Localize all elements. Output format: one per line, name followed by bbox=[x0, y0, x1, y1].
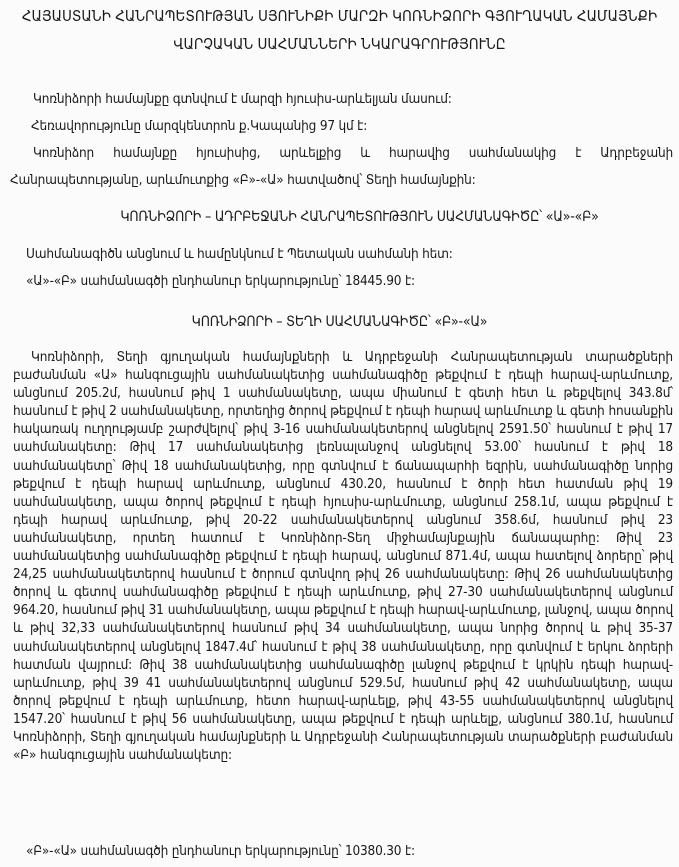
section2-paragraph bbox=[13, 348, 673, 764]
intro-borders-line2: Հանրապետությանը, արևմուտքից «Բ»-«Ա» հատվածով՝ Տեղի համայնքին: bbox=[10, 172, 476, 188]
section1-line2: «Ա»-«Բ» սահմանագծի ընդհանուր երկարությունը՝ 18445.90 է: bbox=[26, 273, 415, 289]
section2-heading: ԿՈՌՆԻՁՈՐԻ – ՏԵՂԻ ՍԱՀՄԱՆԱԳԻԾԸ՝ «Բ»-«Ա» bbox=[191, 314, 488, 330]
intro-distance: Հեռավորությունը մարզկենտրոն ք.Կապանից 97 կմ է: bbox=[31, 118, 368, 134]
section1-line1: Սահմանագիծն անցնում և համընկնում է Պետական սահմանի հետ: bbox=[26, 246, 453, 262]
document-title-line1: ՀԱՅԱՍՏԱՆԻ ՀԱՆՐԱՊԵՏՈՒԹՅԱՆ ՍՅՈՒՆԻՔԻ ՄԱՐԶԻ ԿՈՌՆԻՁՈՐԻ ԳՅՈՒՂԱԿԱՆ ՀԱՄԱՅՆՔԻ bbox=[21, 7, 658, 25]
section1-heading: ԿՈՌՆԻՁՈՐԻ – ԱԴՐԲԵՋԱՆԻ ՀԱՆՐԱՊԵՏՈՒԹՅՈՒՆ ՍԱՀՄԱՆԱԳԻԾԸ՝ «Ա»-«Բ» bbox=[120, 209, 599, 225]
section2-paragraph-text: Կոռնիձորի, Տեղի գյուղական համայնքների և Ադրբեջանի Հանրապետության տարածքների բաժանման «Ա» հանգուցային սահմանակետից սահմանագիծը թեքվում է դեպի հարավ-արևմուտք, անցնում 205.2մ, հասնում թիվ 1 սահմանակետը, ապա միանում է գետի հետ և թեքվելով 343.8մ՝ հասնում է թիվ 2 սահմանակետը, որտեղից ծորով թեքվում է դեպի հարավ արևմուտք և գետի հոսանքին հակառակ ուղղությամբ շարժվելով՝ թիվ 3-16 սահմանակետերով անցնելով 2591.50՝ հասնում է թիվ 17 սահմանակետը: Թիվ 17 սահմանակետից լեռնալանջով անցնելով 53.00՝ հասնում է թիվ 18 սահմանակետը՝ Թիվ 18 սահմանակետից, որը գտնվում է ճանապարհի եզրին, սահմանագիծը նորից թեքվում է դեպի հարավ արևմուտք, անցնում 430.20, հասնում է ծորի հետ հատման թիվ 19 սահմանակետը, ապա ծորով թեքվում է դեպի հյուսիս-արևմուտք, անցնում 258.1մ, ապա թեքվում է դեպի հարավ արևմուտք, թիվ 20-22 սահմանակետերով անցնում 358.6մ, հասնում թիվ 23 սահմանակետը, որտեղ հատում է Կոռնիձոր-Տեղ միջհամայնքային ճանապարհը: Թիվ 23 սահմանակետից սահմանագիծը թեքվում է դեպի հարավ, անցնում 871.4մ, ապա հատելով ձորերը՝ թիվ 24,25 սահմանակետերով հասնում է ծորում գտնվող թիվ 26 սահմանակետը: Թիվ 26 սահմանակետից ծորով և գետով սահմանագիծը թեքվում է դեպի արևմուտք, թիվ 27-30 սահմանակետերով անցնում 964.20, հասնում թիվ 31 սահմանակետը, ապա թեքվում է դեպի հարավ-արևմուտք, լանջով, ապա ծորով և թիվ 32,33 սահմանակետերով հասնում թիվ 34 սահմանակետը, ապա նորից ծորով և թիվ 35-37 սահմանակետերով անցնելով 1847.4մ՝ հասնում է թիվ 38 սահմանակետը, որը գտնվում է երկու ձորերի հատման վայրում: Թիվ 38 սահմանակետից սահմանագիծը լանջով թեքվում է կրկին դեպի հարավ-արևմուտք, թիվ 39 41 սահմանակետերով անցնում 529.5մ, հասնում թիվ 42 սահմանակետը, ապա ծորով թեքվում է դեպի արևմուտք, հետո հարավ-արևելք, թիվ 43-55 սահմանակետերով անցնելով 1547.20՝ հասնում է թիվ 56 սահմանակետը, ապա թեքվում է դեպի արևելք, անցնում 380.1մ, հասնում Կոռնիձորի, Տեղի գյուղական համայնքների և Ադրբեջանի Հանրապետության տարածքների բաժանման «Բ» հանգուցային սահմանակետը: bbox=[13, 349, 673, 764]
intro-location: Կոռնիձորի համայնքը գտնվում է մարզի հյուսիս-արևելյան մասում: bbox=[33, 91, 452, 107]
section2-total-length: «Բ»-«Ա» սահմանագծի ընդհանուր երկարությունը՝ 10380.30 է: bbox=[26, 843, 415, 859]
document-title-line2: ՎԱՐՉԱԿԱՆ ՍԱՀՄԱՆՆԵՐԻ ՆԿԱՐԱԳՐՈՒԹՅՈՒՆԸ bbox=[173, 35, 506, 53]
intro-borders-line1: Կոռնիձոր համայնքը հյուսիսից, արևելքից և հարավից սահմանակից է Ադրբեջանի bbox=[33, 145, 673, 161]
